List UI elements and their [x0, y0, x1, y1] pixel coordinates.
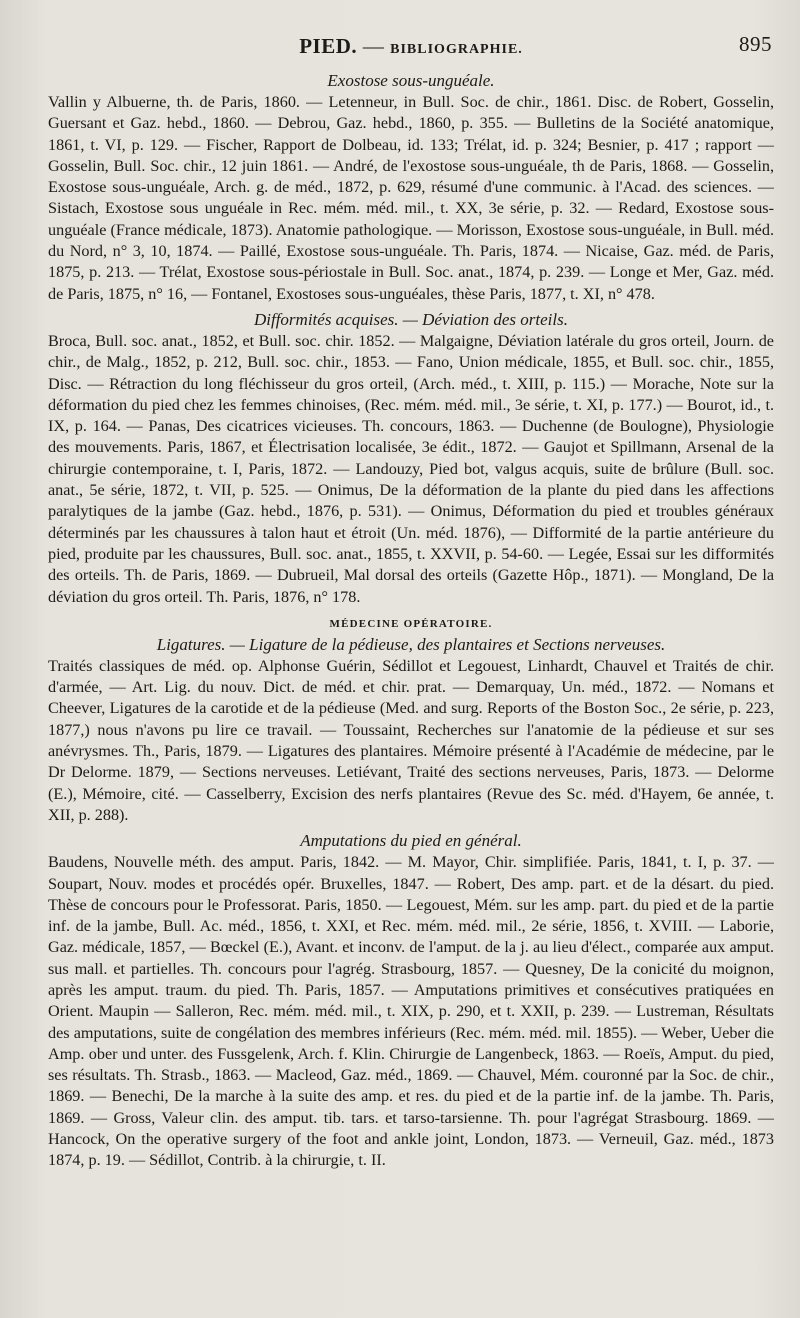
running-header [48, 34, 774, 70]
section-heading-ligatures: Ligatures. — Ligature de la pédieuse, des plantaires et Sections nerveuses. [156, 634, 666, 654]
section-heading-amputations: Amputations du pied en général. [300, 831, 522, 851]
section-text-amputations: Baudens, Nouvelle méth. des amput. Paris, 1842. — M. Mayor, Chir. simplifiée. Paris, 1841, t. I, p. 37. — Soupart, Nouv. modes et procédés opér. Bruxelles, 1847. — Robert, Des amp. part. et de la désart. du pied. Thèse de concours pour le Professorat. Paris, 1850. — Legouest, Mém. sur les amp. part. du pied et de la partie inf. de la jambe, Bull. Ac. méd., 1856, t. XXI, et Rec. mém. méd. mil., 2e série, 1856, t. XVIII. — Laborie, Gaz. médicale, 1857, — Bœckel (E.), Avant. et inconv. de l'amput. de la j. au lieu d'élect., comparée aux amput. sus mall. et partielles. Th. concours pour l'agrég. Strasbourg, 1857. — Quesney, De la conicité du moignon, après les amput. traum. du pied. Th. Paris, 1857. — Amputations primitives et consécutives pratiquées en Orient. Maupin — Salleron, Rec. mém. méd. mil., t. XIX, p. 290, et t. XXII, p. 239. — Lustreman, Résultats des amputations, suite de congélation des membres inférieurs (Rec. mém. méd. mil. 1855). — Weber, Ueber die Amp. ober und unter. des Fussgelenk, Arch. f. Klin. Chirurgie de Langenbeck, 1863. — Roeïs, Amput. du pied, ses résultats. Th. Strasb., 1863. — Macleod, Gaz. méd., 1869. — Chauvel, Mém. couronné par la Soc. de chir., 1869. — Benechi, De la marche à la suite des amp. et res. du pied et de la partie inf. de la jambe. Th. Paris, 1869. — Gross, Valeur clin. des amput. tib. tars. et tarso-tarsienne. Th. pour l'agrégat Strasbourg. 1869. — Hancock, On the operative surgery of the foot and ankle joint, London, 1873. — Verneuil, Gaz. méd., 1873 1874, p. 19. — Sédillot, Contrib. à la chirurgie, t. II. [48, 853, 774, 1170]
page-number: 895 [739, 32, 772, 56]
header-dash: — [362, 34, 385, 58]
section-text-difformites: Broca, Bull. soc. anat., 1852, et Bull. soc. chir. 1852. — Malgaigne, Déviation latérale du gros orteil, Journ. de chir., de Malg., 1852, p. 212, Bull. soc. chir., 1853. — Fano, Union médicale, 1855, et Bull. soc. chir., 1855, Disc. — Rétraction du long fléchisseur du gros orteil, (Arch. méd., t. XIII, p. 115.) — Morache, Note sur la déformation du pied chez les femmes chinoises, (Rec. mém. méd. mil., 3e série, t. XI, p. 177.) — Bourot, id., t. IX, p. 164. — Panas, Des cicatrices vicieuses. Th. concours, 1863. — Duchenne (de Boulogne), Physiologie des mouvements. Paris, 1867, et Électrisation localisée, 3e édit., 1872. — Gaujot et Spillmann, Arsenal de la chirurgie contemporaine, t. I, Paris, 1872. — Landouzy, Pied bot, valgus acquis, suite de brûlure (Bull. soc. anat., 5e série, 1872, t. VII, p. 525. — Onimus, De la déformation de la plante du pied dans les affections paralytiques de la jambe (Gaz. hebd., 1876, p. 531). — Onimus, Déformation du pied et troubles généraux déterminés par les chaussures à talon haut et étroit (Un. méd. 1876), — Difformité de la partie antérieure du pied, produite par les chaussures, Bull. soc. anat., 1855, t. XXVII, p. 54-60. — Legée, Essai sur les difformités des orteils. Th. de Paris, 1869. — Dubrueil, Mal dorsal des orteils (Gazette Hôp., 1871). — Mongland, De la déviation du gros orteil. Th. Paris, 1876, n° 178. [48, 331, 774, 606]
subheading-medecine-operatoire: MÉDECINE OPÉRATOIRE. [329, 617, 493, 630]
section-heading-difformites: Difformités acquises. — Déviation des orteils. [253, 309, 568, 329]
header-subtitle: BIBLIOGRAPHIE. [390, 42, 523, 57]
section-heading-exostose: Exostose sous-unguéale. [327, 71, 495, 90]
section-text-exostose: Vallin y Albuerne, th. de Paris, 1860. — Letenneur, in Bull. Soc. de chir., 1861. Disc. de Robert, Gosselin, Guersant et Gaz. hebd., 1860. — Debrou, Gaz. hebd., 1860, p. 355. — Bulletins de la Société anatomique, 1861, t. VI, p. 129. — Fischer, Rapport de Dolbeau, id. 133; Trélat, id. p. 324; Besnier, p. 417 ; rapport — Gosselin, Bull. Soc. chir., 12 juin 1861. — André, de l'exostose sous-unguéale, th de Paris, 1868. — Gosselin, Exostose sous-unguéale, Arch. g. de méd., 1872, p. 629, résumé d'une communic. à l'Acad. des sciences. — Sistach, Exostose sous unguéale in Rec. mém. méd. mil., t. XX, 3e série, p. 32. — Redard, Exostose sous-unguéale (France médicale, 1873). Anatomie pathologique. — Morisson, Exostose sous-unguéale, in Bull. méd. du Nord, n° 3, 10, 1874. — Paillé, Exostose sous-unguéale. Th. Paris, 1874. — Nicaise, Gaz. méd. de Paris, 1875, p. 213. — Trélat, Exostose sous-périostale in Bull. Soc. anat., 1874, p. 239. — Longe et Mer, Gaz. méd. de Paris, 1875, n° 16, — Fontanel, Exostoses sous-unguéales, thèse Paris, 1877, t. XI, n° 478. [48, 93, 774, 303]
header-title: PIED. [299, 34, 358, 58]
section-text-ligatures: Traités classiques de méd. op. Alphonse Guérin, Sédillot et Legouest, Linhardt, Chauvel et Traités de chir. d'armée, — Art. Lig. du nouv. Dict. de méd. et chir. prat. — Demarquay, Un. méd., 1872. — Nomans et Cheever, Ligatures de la carotide et de la pédieuse (Med. and surg. Reports of the Boston Soc., 2e série, p. 223, 1877,) nous n'avons pu lire ce travail. — Toussaint, Recherches sur l'anatomie de la pédieuse et sur ses anévrysmes. Th., Paris, 1879. — Ligatures des plantaires. Mémoire présenté à l'Académie de médecine, par le Dr Delorme. 1879, — Sections nerveuses. Letiévant, Traité des sections nerveuses, Paris, 1873. — Delorme (E.), Mémoire, cité. — Casselberry, Excision des nerfs plantaires (Revue des Sc. méd. d'Hayem, 6e année, t. XII, p. 288). [48, 656, 774, 824]
